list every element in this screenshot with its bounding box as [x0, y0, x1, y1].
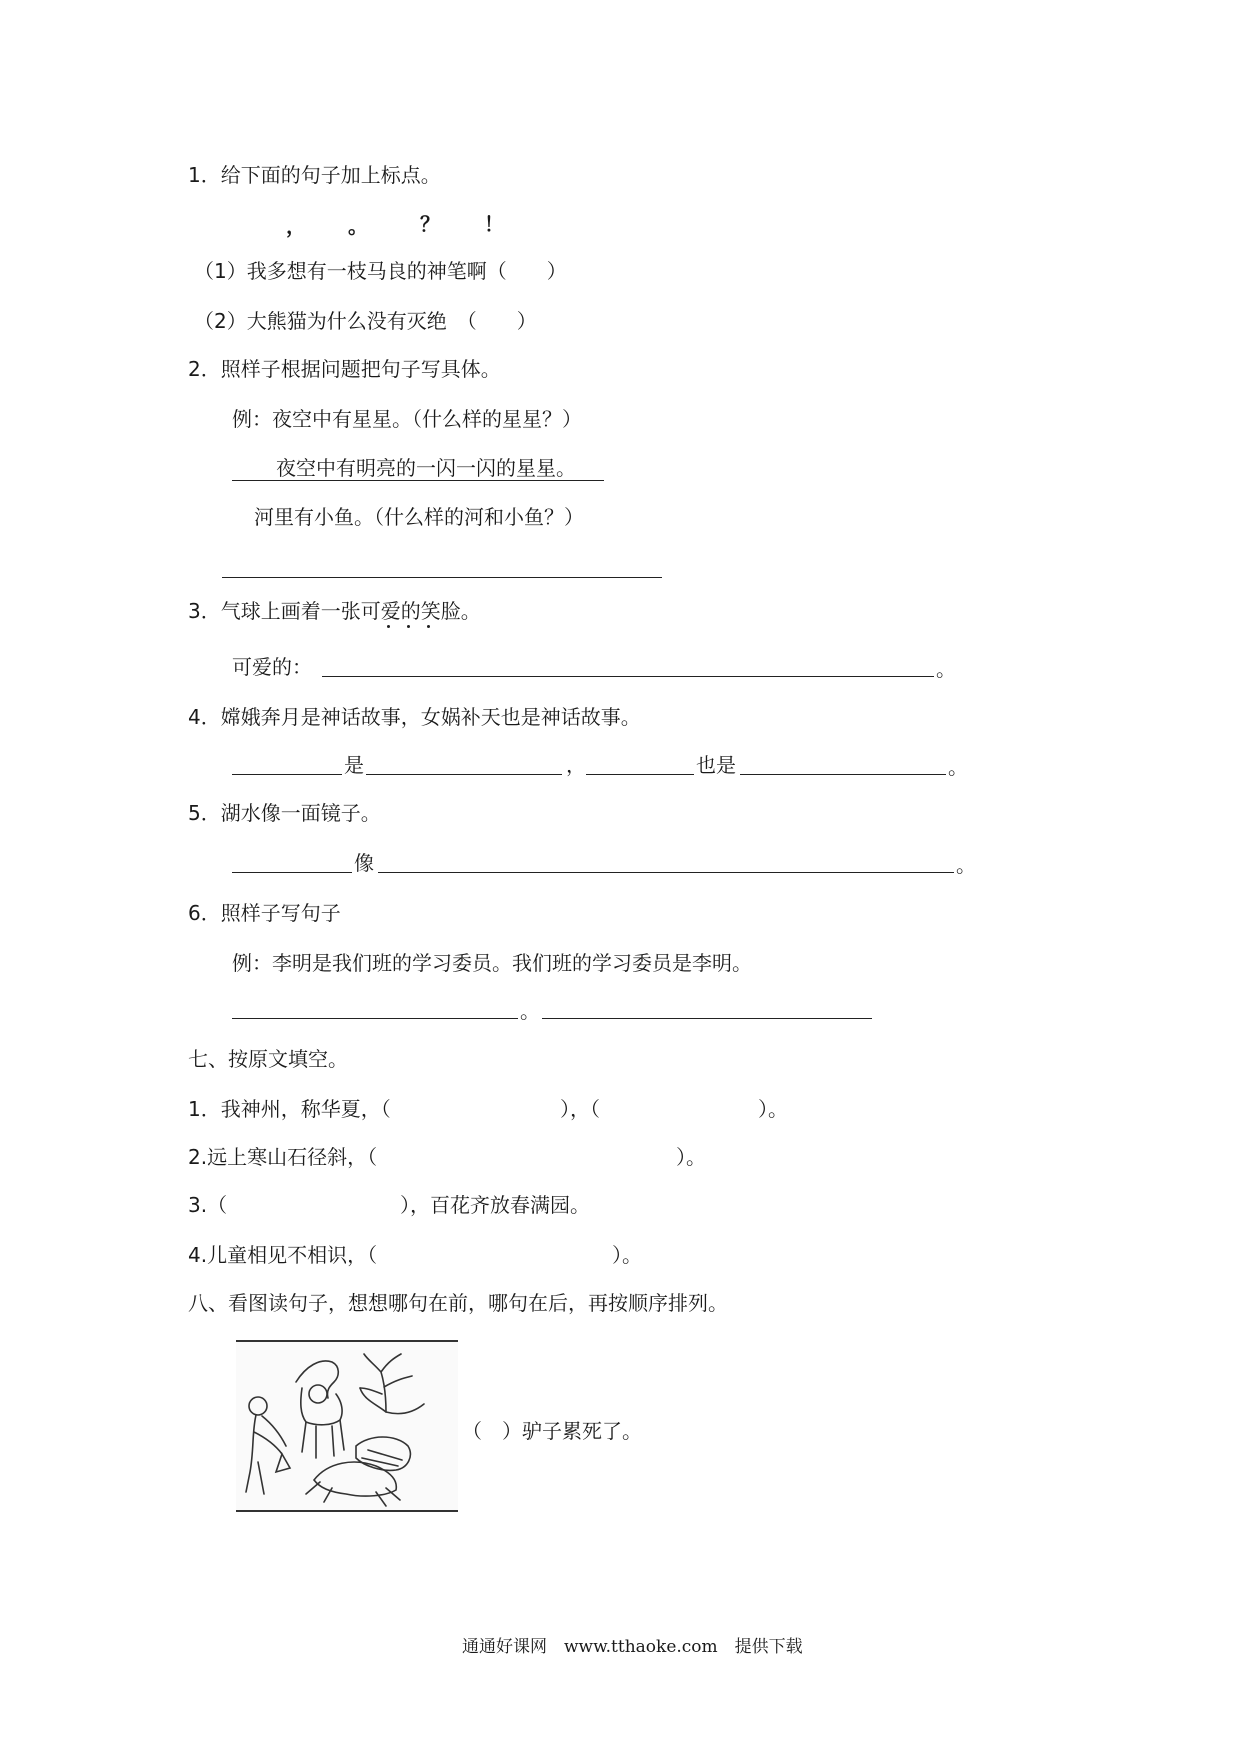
q4-title: 4．嫦娥奔月是神话故事，女娲补天也是神话故事。 — [188, 705, 641, 729]
q4-blank-1[interactable] — [232, 774, 342, 775]
q4-end: 。 — [948, 755, 968, 779]
sec7-line1-a: 1．我神州，称华夏，（ — [188, 1097, 391, 1121]
punct-comma: ， — [286, 214, 306, 238]
q3-answer-line[interactable] — [322, 676, 934, 677]
emphasis-dot — [427, 625, 430, 628]
q6-mid: 。 — [520, 999, 540, 1023]
sec7-line3-b: ），百花齐放春满园。 — [400, 1193, 590, 1217]
sec7-line2-b: ）。 — [676, 1145, 706, 1169]
sec8-title: 八、看图读句子，想想哪句在前，哪句在后，再按顺序排列。 — [188, 1291, 728, 1315]
q1-sentence-2: （2）大熊猫为什么没有灭绝 （ ） — [194, 309, 537, 333]
page-footer: 通通好课网 www.tthaoke.com 提供下载 — [462, 1637, 803, 1657]
story-illustration — [236, 1340, 458, 1512]
q2-example-answer: 夜空中有明亮的一闪一闪的星星。 — [276, 456, 576, 480]
q5-blank-2[interactable] — [378, 872, 954, 873]
punct-period: 。 — [348, 214, 368, 238]
q6-blank-1[interactable] — [232, 1018, 518, 1019]
emphasis-dot — [407, 625, 410, 628]
q5-end: 。 — [956, 853, 976, 877]
sec7-title: 七、按原文填空。 — [188, 1047, 348, 1071]
q1-sentence-1: （1）我多想有一枝马良的神笔啊（ ） — [194, 259, 567, 283]
q5-title: 5．湖水像一面镜子。 — [188, 801, 381, 825]
sec7-line1-c: ）。 — [758, 1097, 788, 1121]
q2-task: 河里有小鱼。（什么样的河和小鱼？） — [254, 505, 584, 529]
q6-blank-2[interactable] — [542, 1018, 872, 1019]
q4-word-2: ， — [566, 753, 586, 777]
q2-answer-line[interactable] — [222, 577, 662, 578]
sec7-line2-a: 2.远上寒山石径斜，（ — [188, 1145, 378, 1169]
sec8-sentence-1: （ ）驴子累死了。 — [462, 1419, 642, 1443]
punct-question: ？ — [420, 212, 440, 236]
q1-title: 1．给下面的句子加上标点。 — [188, 163, 441, 187]
q4-blank-3[interactable] — [586, 774, 694, 775]
q6-example: 例：李明是我们班的学习委员。我们班的学习委员是李明。 — [232, 951, 752, 975]
q3-title: 3．气球上画着一张可爱的笑脸。 — [188, 599, 481, 623]
q5-blank-1[interactable] — [232, 872, 352, 873]
q3-end: 。 — [936, 657, 956, 681]
q3-prompt: 可爱的： — [232, 655, 312, 679]
q4-word-1: 是 — [344, 753, 364, 777]
sec7-line4-b: ）。 — [612, 1243, 642, 1267]
q6-title: 6．照样子写句子 — [188, 901, 341, 925]
emphasis-dot — [387, 625, 390, 628]
q2-title: 2．照样子根据问题把句子写具体。 — [188, 357, 501, 381]
donkey-horse-illustration — [236, 1342, 458, 1510]
punct-exclaim: ！ — [484, 212, 504, 236]
sec7-line3-a: 3.（ — [188, 1193, 228, 1217]
sec7-line4-a: 4.儿童相见不相识，（ — [188, 1243, 378, 1267]
q5-word-1: 像 — [354, 851, 374, 875]
q4-word-3: 也是 — [696, 753, 736, 777]
sec7-line1-b: ），（ — [560, 1097, 600, 1121]
q4-blank-2[interactable] — [366, 774, 562, 775]
q4-blank-4[interactable] — [740, 774, 946, 775]
q2-example: 例：夜空中有星星。（什么样的星星？） — [232, 407, 582, 431]
q2-example-underline — [232, 480, 604, 481]
